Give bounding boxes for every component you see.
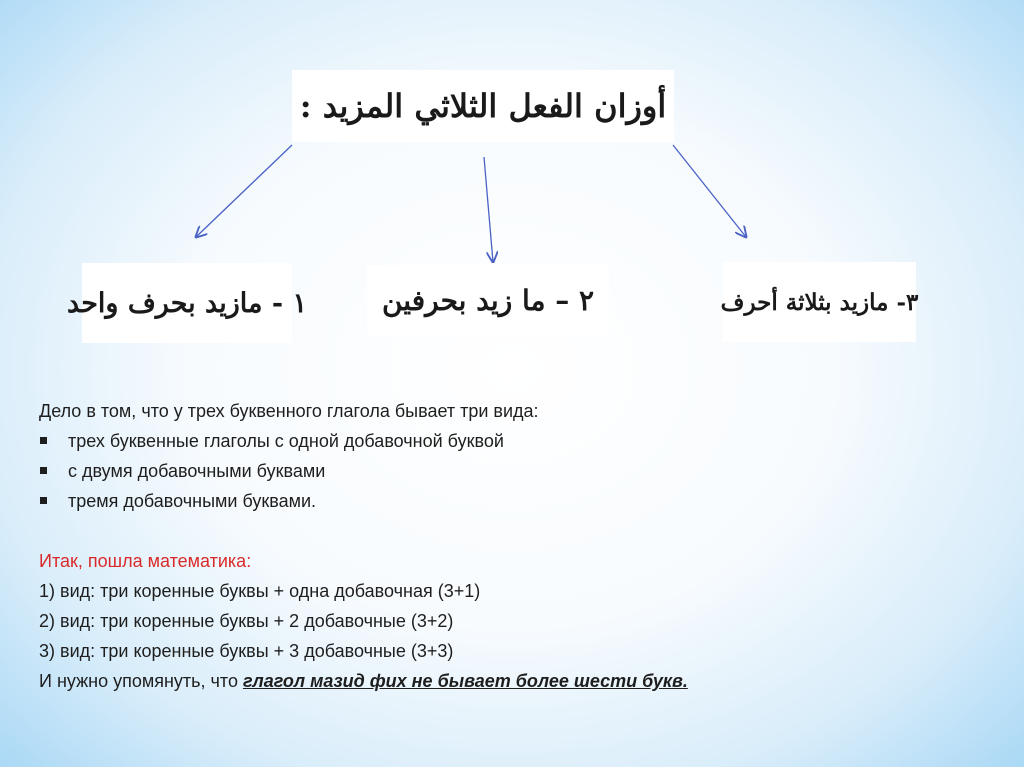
form-label-2: ٢ – ما زيد بحرفين [381, 283, 595, 317]
bullet-item-1: трех буквенные глаголы с одной добавочной буквой [39, 426, 939, 456]
bullet-item-2: с двумя добавочными буквами [39, 456, 939, 486]
final-line [39, 666, 939, 696]
diagram-title: أوزان الفعل الثلاثي المزيد : [299, 87, 667, 125]
bullet-icon [40, 467, 47, 474]
form-box-1 [67, 263, 307, 343]
form-box-3 [720, 262, 919, 342]
arrow-left [196, 145, 292, 237]
final-emphasis: глагол мазид фих не бывает более шести букв. [242, 671, 688, 691]
form-label-3: ٣- مازيد بثلاثة أحرف [720, 288, 919, 316]
bullet-icon [40, 437, 47, 444]
bullet-icon [40, 497, 47, 504]
final-prefix: И нужно упомянуть, что [39, 671, 243, 691]
intro-text: Дело в том, что у трех буквенного глагола бывает три вида: [39, 401, 539, 421]
arrow-right [673, 145, 746, 237]
line-1: 1) вид: три коренные буквы + одна добавочная (3+1) [39, 581, 481, 601]
body-text [39, 396, 939, 696]
line-2: 2) вид: три коренные буквы + 2 добавочные (3+2) [39, 611, 454, 631]
bullet-item-3: тремя добавочными буквами. [39, 486, 939, 516]
math-heading: Итак, пошла математика: [39, 551, 252, 571]
bullet-list [39, 426, 939, 516]
line-3: 3) вид: три коренные буквы + 3 добавочные (3+3) [39, 641, 454, 661]
form-label-1: ١ - مازيد بحرف واحد [67, 287, 307, 319]
arrow-middle [484, 157, 493, 262]
form-box-2 [367, 265, 609, 335]
